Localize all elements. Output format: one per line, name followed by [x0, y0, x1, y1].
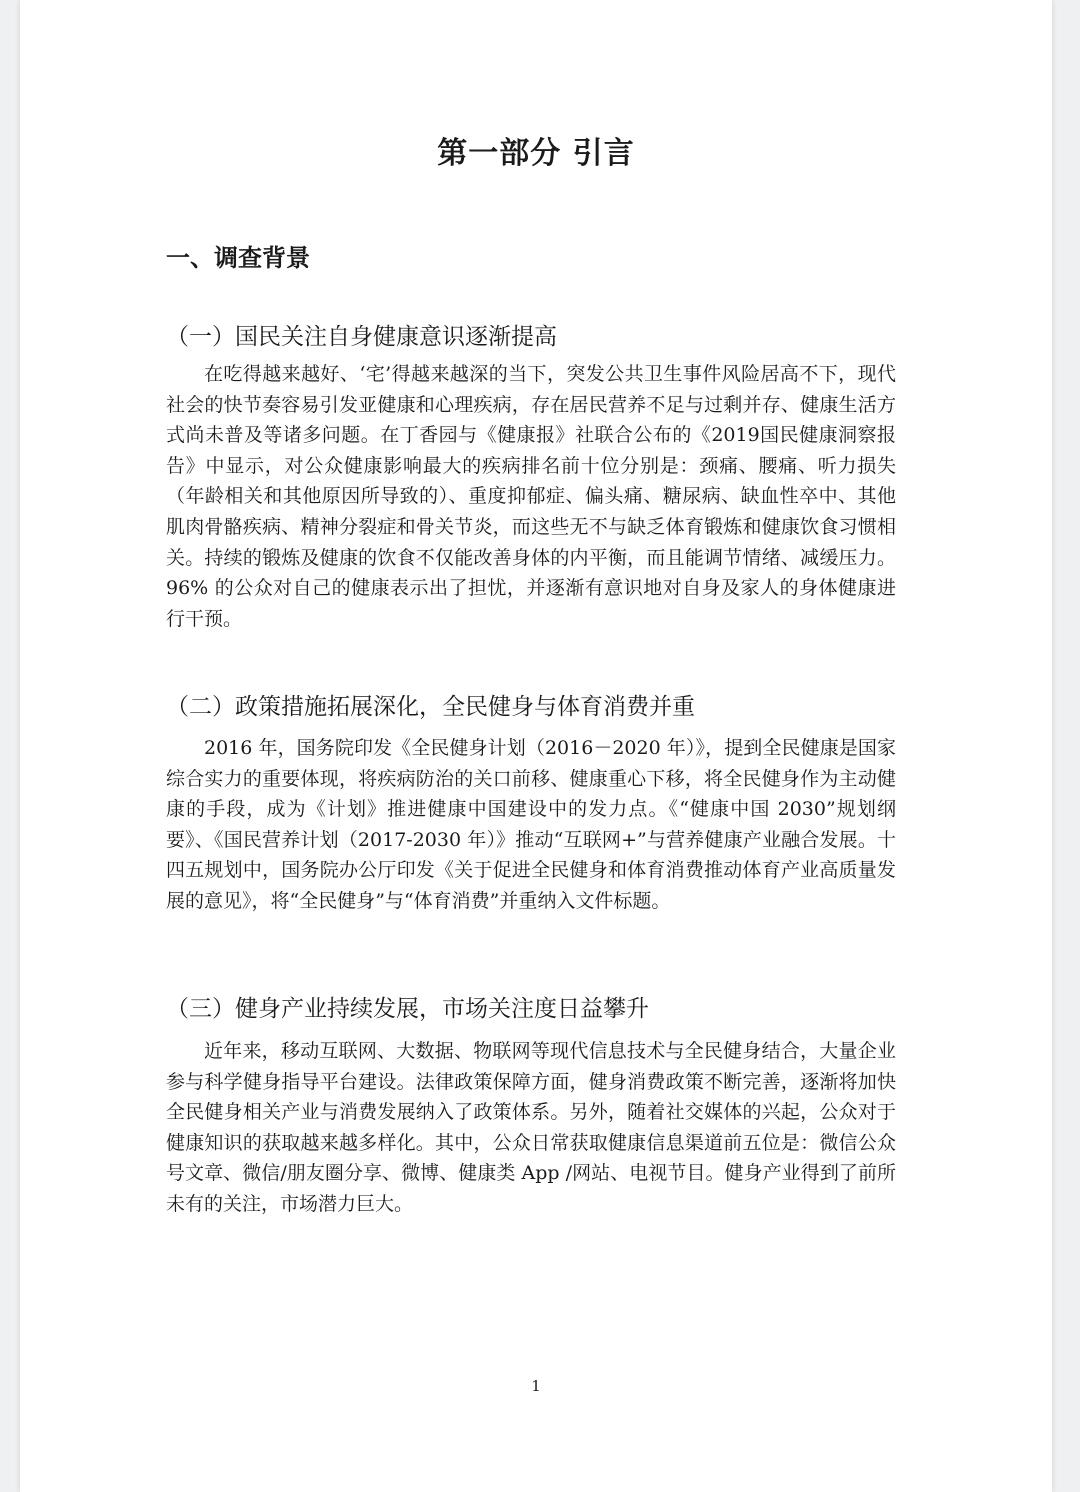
page-title: 第一部分 引言 — [437, 136, 635, 171]
subsection-heading-2: （二）政策措施拓展深化，全民健身与体育消费并重 — [166, 694, 695, 720]
page-number: 1 — [531, 1377, 541, 1395]
subsection-heading-1: （一）国民关注自身健康意识逐渐提高 — [166, 324, 557, 350]
subsection-paragraph-1: 在吃得越来越好、‘宅’得越来越深的当下，突发公共卫生事件风险居高不下，现代社会的快节奏容易引发亚健康和心理疾病，存在居民营养不足与过剩并存、健康生活方式尚未普及等诸多问题。在丁香园与《健康报》社联合公布的《2019国民健康洞察报告》中显示，对公众健康影响最大的疾病排名前十位分别是：颈痛、腰痛、听力损失（年龄相关和其他原因所导致的）、重度抑郁症、偏头痛、糖尿病、缺血性卒中、其他肌肉骨骼疾病、精神分裂症和骨关节炎，而这些无不与缺乏体育锻炼和健康饮食习惯相关。持续的锻炼及健康的饮食不仅能改善身体的内平衡，而且能调节情绪、减缓压力。96% 的公众对自己的健康表示出了担忧，并逐渐有意识地对自身及家人的身体健康进行干预。 — [166, 363, 896, 630]
subsection-heading-3: （三）健身产业持续发展，市场关注度日益攀升 — [166, 996, 649, 1022]
subsection-paragraph-3: 近年来，移动互联网、大数据、物联网等现代信息技术与全民健身结合，大量企业参与科学健身指导平台建设。法律政策保障方面，健身消费政策不断完善，逐渐将加快全民健身相关产业与消费发展纳入了政策体系。另外，随着社交媒体的兴起，公众对于健康知识的获取越来越多样化。其中，公众日常获取健康信息渠道前五位是：微信公众号文章、微信/朋友圈分享、微博、健康类 App /网站、电视节目。健身产业得到了前所未有的关注，市场潜力巨大。 — [166, 1040, 896, 1215]
document-page — [20, 0, 1052, 1492]
subsection-paragraph-2: 2016 年，国务院印发《全民健身计划（2016－2020 年）》，提到全民健康是国家综合实力的重要体现，将疾病防治的关口前移、健康重心下移，将全民健身作为主动健康的手段，成为《计划》推进健康中国建设中的发力点。《“健康中国 2030”规划纲要》、《国民营养计划（2017-2030 年）》推动“互联网+”与营养健康产业融合发展。十四五规划中，国务院办公厅印发《关于促进全民健身和体育消费推动体育产业高质量发展的意见》，将“全民健身”与“体育消费”并重纳入文件标题。 — [166, 737, 896, 912]
section-heading: 一、调查背景 — [166, 244, 310, 272]
